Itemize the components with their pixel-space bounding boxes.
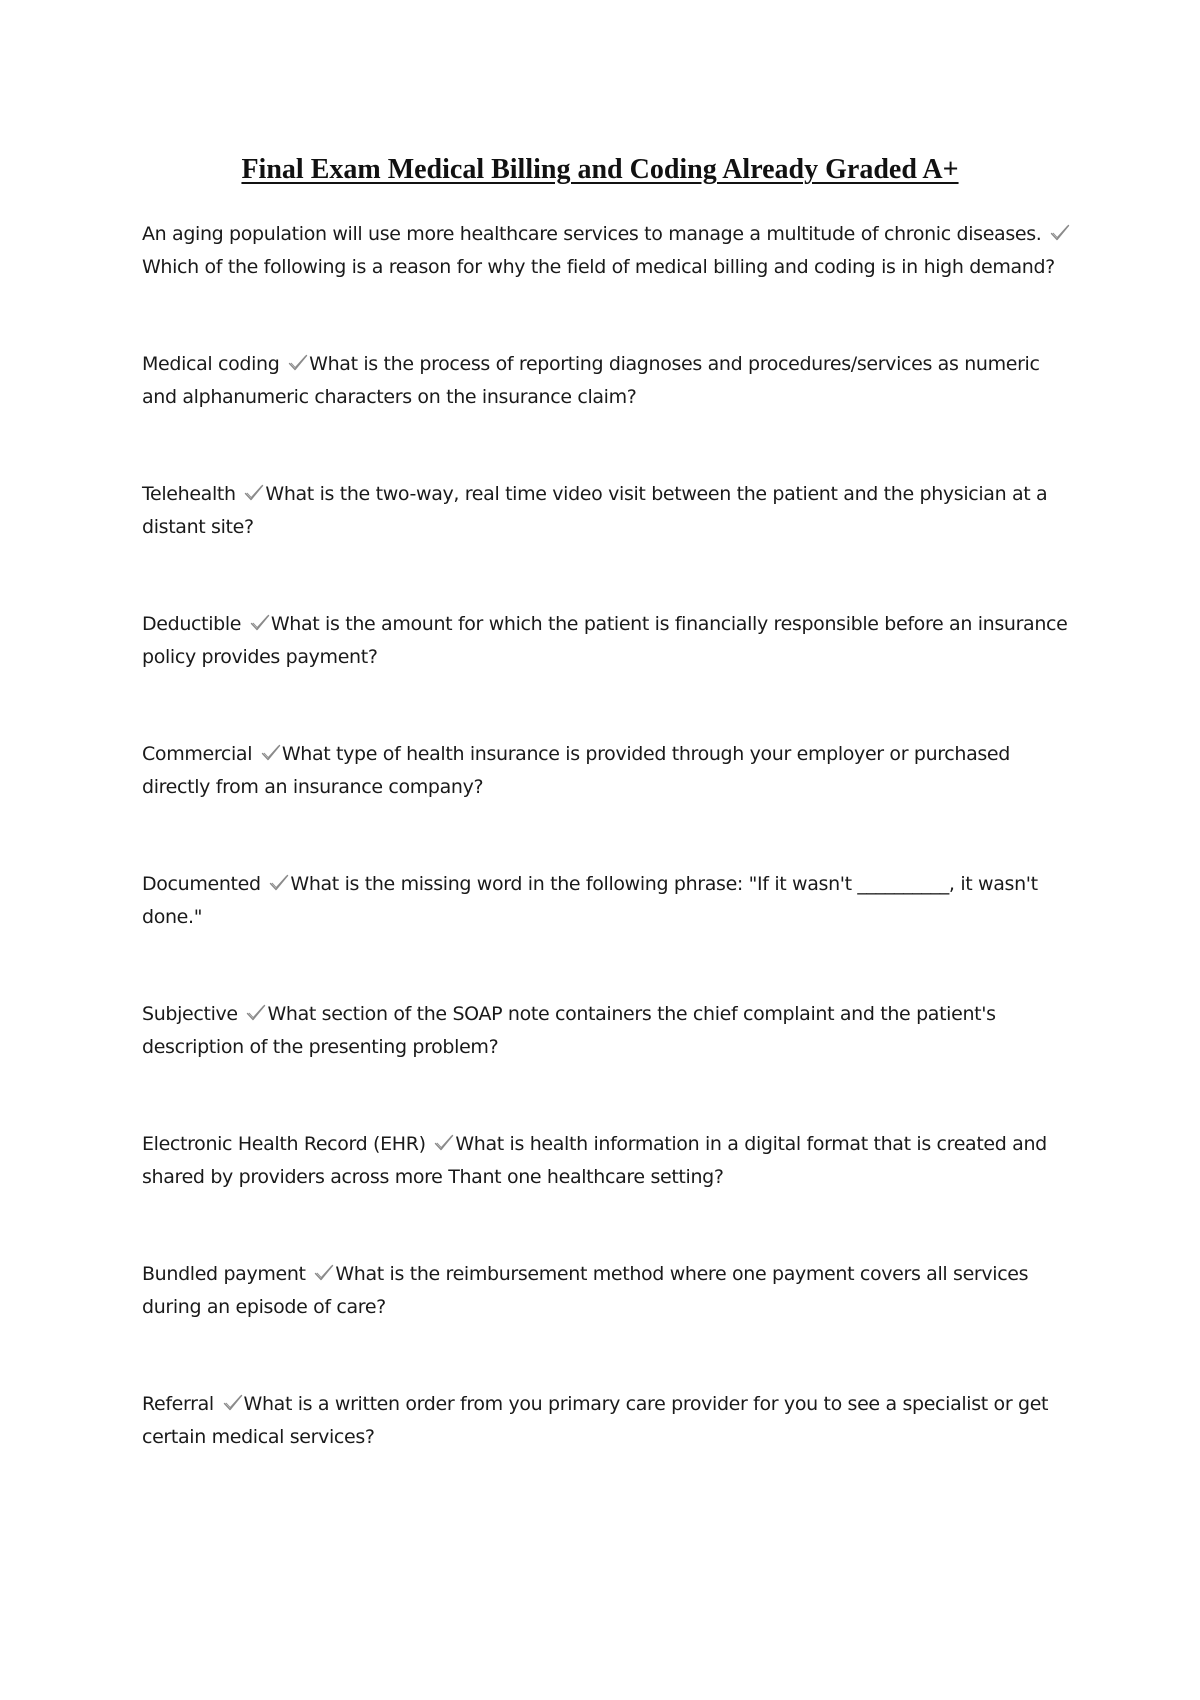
qa-item: [142, 608, 1072, 673]
answer-text: Subjective: [142, 1003, 238, 1025]
answer-text: Deductible: [142, 613, 242, 635]
qa-item: [142, 348, 1072, 413]
answer-text: Telehealth: [142, 483, 236, 505]
question-text: Which of the following is a reason for why the field of medical billing and coding is in high demand?: [142, 255, 1055, 278]
answer-text: Medical coding: [142, 353, 280, 375]
document-title-text: Final Exam Medical Billing and Coding Already Graded A+: [241, 154, 959, 185]
answer-text: Bundled payment: [142, 1263, 306, 1285]
qa-item: [142, 738, 1072, 803]
question-text: What type of health insurance is provided through your employer or purchased directly from an insurance company?: [142, 743, 1010, 798]
qa-item: [142, 1128, 1072, 1193]
answer-text: Documented: [142, 873, 261, 895]
answer-text: Referral: [142, 1393, 214, 1415]
question-text: What is the amount for which the patient is financially responsible before an insurance policy provides payment?: [142, 613, 1068, 668]
check-mark-icon: [250, 613, 270, 633]
check-mark-icon: [288, 353, 308, 373]
check-mark-icon: [244, 483, 264, 503]
qa-item: [142, 868, 1072, 933]
question-text: What is the reimbursement method where one payment covers all services during an episode of care?: [142, 1263, 1029, 1318]
question-text: What is the two-way, real time video visit between the patient and the physician at a distant site?: [142, 483, 1048, 538]
question-text: What is the process of reporting diagnoses and procedures/services as numeric and alphanumeric characters on the insurance claim?: [142, 353, 1040, 408]
check-mark-icon: [223, 1393, 243, 1413]
check-mark-icon: [261, 743, 281, 763]
qa-item: [142, 478, 1072, 543]
question-text: What section of the SOAP note containers the chief complaint and the patient's description of the presenting problem?: [142, 1003, 996, 1058]
qa-item: [142, 1258, 1072, 1323]
check-mark-icon: [1050, 223, 1070, 243]
question-text: What is health information in a digital format that is created and shared by providers across more Thant one healthcare setting?: [142, 1133, 1047, 1188]
check-mark-icon: [269, 873, 289, 893]
document-title: [0, 152, 1200, 188]
question-text: What is a written order from you primary care provider for you to see a specialist or get certain medical services?: [142, 1393, 1049, 1448]
qa-item: [142, 1388, 1072, 1453]
answer-text: Electronic Health Record (EHR): [142, 1133, 426, 1155]
qa-item: [142, 218, 1072, 283]
check-mark-icon: [246, 1003, 266, 1023]
qa-item: [142, 998, 1072, 1063]
check-mark-icon: [434, 1133, 454, 1153]
qa-list: [142, 218, 1072, 1518]
check-mark-icon: [314, 1263, 334, 1283]
answer-text: An aging population will use more healthcare services to manage a multitude of chronic diseases.: [142, 223, 1042, 245]
answer-text: Commercial: [142, 743, 253, 765]
question-text: What is the missing word in the following phrase: "If it wasn't __________, it wasn't done.": [142, 873, 1038, 928]
